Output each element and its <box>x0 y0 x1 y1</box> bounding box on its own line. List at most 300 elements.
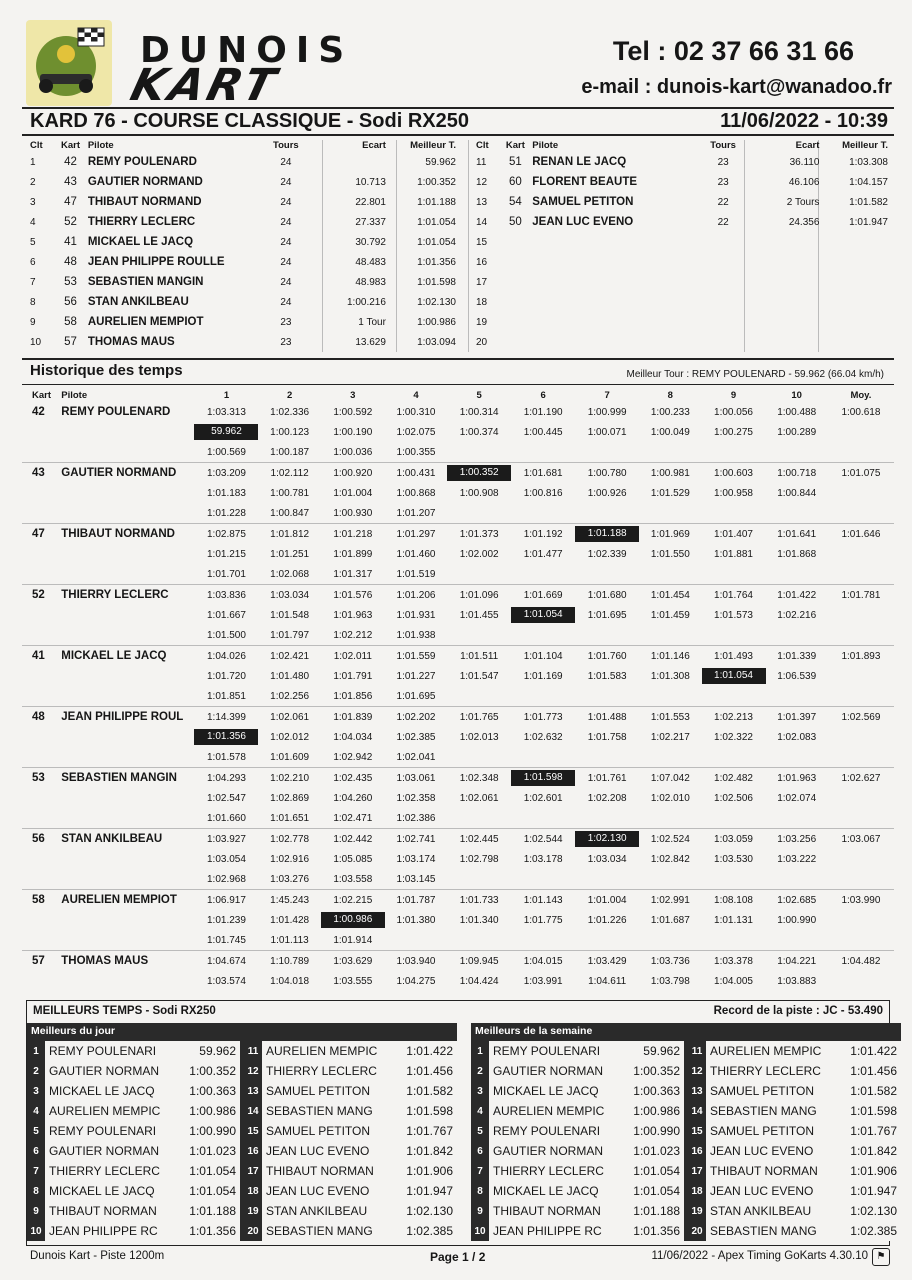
best-times-time: 1:02.130 <box>406 1204 453 1218</box>
best-times-cell <box>489 1121 684 1141</box>
history-lap-time <box>702 442 766 463</box>
results-pilote <box>532 252 695 272</box>
history-average: 1:03.990 <box>841 894 881 906</box>
history-row <box>22 971 894 991</box>
history-lap-time: 1:02.074 <box>777 792 817 804</box>
results-clt: 20 <box>476 336 488 348</box>
best-times-name: SAMUEL PETITON <box>266 1124 371 1138</box>
results-pilote: FLORENT BEAUTE <box>532 176 638 188</box>
history-best-lap-time: 1:01.054 <box>702 668 766 684</box>
history-lap-time: 1:02.011 <box>333 650 372 662</box>
history-row <box>22 483 894 503</box>
history-average <box>828 971 894 991</box>
best-times-time: 1:02.385 <box>406 1224 453 1238</box>
best-times-rank: 16 <box>247 1145 259 1157</box>
history-lap-time <box>575 869 639 890</box>
best-times-time: 1:01.023 <box>633 1144 680 1158</box>
results-kart <box>499 312 533 332</box>
history-lap-time: 1:01.146 <box>650 650 690 662</box>
history-kart: 41 <box>32 650 45 662</box>
results-meilleur: 1:01.598 <box>417 276 456 288</box>
history-average: 1:01.646 <box>841 528 881 540</box>
results-clt: 2 <box>30 176 36 188</box>
history-header-lap: 7 <box>604 389 610 401</box>
history-lap-time <box>447 686 511 707</box>
history-average <box>828 849 894 869</box>
header-divider <box>22 107 894 109</box>
history-lap-time: 1:01.519 <box>396 568 436 580</box>
best-times-name: AURELIEN MEMPIC <box>49 1104 161 1118</box>
history-lap-time: 1:02.202 <box>396 711 436 723</box>
history-kart: 43 <box>32 467 45 479</box>
history-pilote: STAN ANKILBEAU <box>61 833 163 845</box>
results-kart <box>499 272 533 292</box>
history-lap-time: 1:02.385 <box>396 731 436 743</box>
history-lap-time: 1:02.013 <box>459 731 499 743</box>
results-tours <box>695 272 750 292</box>
history-average <box>828 808 894 829</box>
best-times-row <box>471 1221 684 1241</box>
history-lap-time: 1:04.026 <box>207 650 246 662</box>
history-average: 1:02.627 <box>841 772 881 784</box>
history-lap-time <box>447 747 511 768</box>
history-lap-time: 1:01.660 <box>207 812 246 824</box>
best-times-row <box>27 1101 240 1121</box>
history-pilote <box>61 625 194 646</box>
history-lap-time: 1:00.603 <box>714 467 753 479</box>
history-lap-time: 1:01.228 <box>207 507 246 519</box>
history-row <box>22 666 894 686</box>
history-row <box>22 605 894 625</box>
results-ecart <box>315 152 386 172</box>
history-pilote <box>61 910 194 930</box>
best-times-cell <box>489 1101 684 1121</box>
history-pilote <box>61 564 194 585</box>
results-tours: 23 <box>717 176 729 188</box>
best-of-week-header: Meilleurs de la semaine <box>471 1023 901 1041</box>
best-times-time: 1:00.986 <box>633 1104 680 1118</box>
history-lap-time: 1:02.217 <box>650 731 690 743</box>
best-times-rank: 9 <box>33 1205 39 1217</box>
history-kart <box>22 605 61 625</box>
history-lap-time: 1:04.424 <box>459 975 499 987</box>
best-times-name: AURELIEN MEMPIC <box>493 1104 605 1118</box>
history-lap-time: 1:01.317 <box>333 568 373 580</box>
history-average <box>828 666 894 686</box>
best-times-box <box>26 1000 897 1246</box>
results-meilleur: 59.962 <box>425 156 456 168</box>
history-average <box>828 564 894 585</box>
results-ecart: 24.356 <box>788 216 820 228</box>
best-times-row <box>688 1101 901 1121</box>
footer-software: 11/06/2022 - Apex Timing GoKarts 4.30.10 <box>651 1250 868 1262</box>
history-kart <box>22 869 61 890</box>
history-lap-time <box>511 503 575 524</box>
results-divider <box>22 358 894 360</box>
results-tours: 22 <box>717 216 729 228</box>
history-lap-time: 1:00.190 <box>333 426 373 438</box>
history-kart: 56 <box>32 833 45 845</box>
best-times-row <box>688 1161 901 1181</box>
results-row <box>22 272 460 292</box>
best-times-row <box>471 1201 684 1221</box>
history-lap-time <box>511 605 575 625</box>
brand-name-bottom: KART <box>125 60 285 111</box>
history-lap-time: 1:00.355 <box>396 446 436 458</box>
results-tours: 24 <box>280 156 292 168</box>
history-lap-time: 1:02.256 <box>270 690 310 702</box>
best-times-cell <box>262 1061 457 1081</box>
results-ecart: 13.629 <box>355 336 386 348</box>
results-meilleur: 1:01.947 <box>849 216 888 228</box>
history-lap-time: 1:01.215 <box>207 548 246 560</box>
results-pilote <box>532 332 695 352</box>
results-pilote <box>532 272 695 292</box>
results-header-pilote: Pilote <box>87 139 114 151</box>
history-lap-time: 1:00.310 <box>396 406 436 418</box>
results-row <box>468 272 892 292</box>
history-row <box>22 585 894 605</box>
best-times-cell <box>706 1161 901 1181</box>
best-times-name: JEAN LUC EVENO <box>266 1144 370 1158</box>
best-times-row <box>688 1221 901 1241</box>
history-lap-time <box>702 625 766 646</box>
history-lap-time: 1:03.378 <box>714 955 753 967</box>
history-lap-time: 1:01.773 <box>523 711 563 723</box>
best-times-rank: 1 <box>477 1045 483 1057</box>
results-kart: 58 <box>64 316 77 328</box>
history-average <box>828 442 894 463</box>
best-times-time: 1:01.188 <box>189 1204 236 1218</box>
best-times-row <box>471 1141 684 1161</box>
best-times-rank: 2 <box>33 1065 39 1077</box>
best-times-rank: 17 <box>691 1165 703 1177</box>
best-times-name: THIERRY LECLERC <box>49 1164 160 1178</box>
history-average <box>828 788 894 808</box>
best-times-name: SEBASTIEN MANG <box>266 1104 373 1118</box>
history-lap-time: 1:00.049 <box>650 426 690 438</box>
history-row <box>22 544 894 564</box>
history-lap-time: 1:01.460 <box>396 548 436 560</box>
best-times-time: 1:01.054 <box>189 1164 236 1178</box>
history-lap-time: 1:01.761 <box>587 772 627 784</box>
history-lap-time <box>447 442 511 463</box>
history-lap-time <box>702 808 766 829</box>
history-lap-time <box>639 930 701 951</box>
history-pilote: MICKAEL LE JACQ <box>61 650 167 662</box>
best-times-row <box>27 1121 240 1141</box>
history-lap-time: 1:00.071 <box>587 426 627 438</box>
history-row <box>22 768 894 788</box>
results-header-row <box>468 138 892 152</box>
history-pilote <box>61 727 194 747</box>
history-lap-time: 1:01.183 <box>207 487 246 499</box>
history-lap-time <box>511 625 575 646</box>
history-row <box>22 930 894 951</box>
best-times-time: 1:00.363 <box>633 1084 680 1098</box>
results-kart: 50 <box>508 216 522 228</box>
history-row <box>22 625 894 646</box>
history-lap-time: 1:01.227 <box>396 670 436 682</box>
best-times-rank: 15 <box>247 1125 259 1137</box>
history-pilote <box>61 930 194 951</box>
results-ecart <box>751 332 820 352</box>
results-ecart <box>751 232 820 252</box>
history-lap-time: 1:01.791 <box>333 670 373 682</box>
history-lap-time: 1:01.407 <box>714 528 753 540</box>
best-times-cell <box>262 1221 457 1241</box>
history-row <box>22 788 894 808</box>
history-lap-time <box>447 503 511 524</box>
history-lap-time: 1:01.963 <box>777 772 817 784</box>
history-lap-time: 1:02.061 <box>270 711 310 723</box>
history-average <box>828 930 894 951</box>
results-meilleur <box>819 312 892 332</box>
history-header-lap: 6 <box>540 389 546 401</box>
history-lap-time: 1:01.226 <box>587 914 627 926</box>
best-times-row <box>27 1061 240 1081</box>
history-lap-time: 1:01.096 <box>459 589 499 601</box>
history-lap-time <box>766 747 828 768</box>
results-row <box>468 192 892 212</box>
history-lap-time <box>766 503 828 524</box>
history-lap-time <box>321 910 385 930</box>
results-pilote: RENAN LE JACQ <box>532 156 627 168</box>
history-lap-time: 1:09.945 <box>459 955 499 967</box>
history-lap-time: 1:02.916 <box>270 853 310 865</box>
history-lap-time <box>194 727 258 747</box>
history-kart: 57 <box>32 955 45 967</box>
history-lap-time: 1:00.981 <box>650 467 690 479</box>
results-kart <box>499 292 533 312</box>
history-lap-time: 1:01.477 <box>523 548 563 560</box>
results-ecart: 1:00.216 <box>346 296 386 308</box>
results-row <box>468 212 892 232</box>
history-lap-time: 1:01.548 <box>270 609 310 621</box>
history-lap-time <box>447 869 511 890</box>
history-lap-time: 1:03.034 <box>270 589 310 601</box>
results-ecart <box>751 272 820 292</box>
results-row <box>22 212 460 232</box>
history-lap-time: 1:01.881 <box>714 548 753 560</box>
history-lap-time: 1:04.611 <box>588 975 627 987</box>
best-times-row <box>244 1101 457 1121</box>
history-pilote: THIBAUT NORMAND <box>61 528 175 540</box>
history-average <box>828 544 894 564</box>
history-lap-time: 1:02.482 <box>714 772 753 784</box>
history-lap-time: 1:03.530 <box>714 853 753 865</box>
results-table-right <box>468 138 892 352</box>
history-average <box>828 625 894 646</box>
lap-history-table <box>22 388 894 991</box>
best-times-name: JEAN LUC EVENO <box>266 1184 370 1198</box>
history-lap-time: 1:01.641 <box>777 528 817 540</box>
history-lap-time: 1:03.927 <box>207 833 246 845</box>
apex-logo-icon: ⚑ <box>872 1248 890 1266</box>
best-times-row <box>244 1221 457 1241</box>
history-row <box>22 707 894 727</box>
history-row <box>22 808 894 829</box>
history-lap-time <box>766 686 828 707</box>
history-lap-time: 1:04.260 <box>333 792 373 804</box>
history-lap-time: 1:06.539 <box>777 670 817 682</box>
results-meilleur <box>819 332 892 352</box>
history-lap-time: 1:08.108 <box>714 894 753 906</box>
best-times-row <box>471 1041 684 1061</box>
phone-number: Tel : 02 37 66 31 66 <box>612 36 854 66</box>
history-lap-time: 1:01.239 <box>207 914 246 926</box>
best-times-cell <box>45 1101 240 1121</box>
history-lap-time <box>575 686 639 707</box>
history-lap-time: 1:01.681 <box>523 467 563 479</box>
history-lap-time: 1:03.276 <box>270 873 310 885</box>
history-kart <box>22 849 61 869</box>
history-lap-time <box>702 747 766 768</box>
history-lap-time <box>575 524 639 544</box>
history-lap-time <box>639 625 701 646</box>
history-lap-time: 1:03.145 <box>396 873 436 885</box>
best-times-cell <box>706 1141 901 1161</box>
results-meilleur: 1:03.308 <box>849 156 888 168</box>
history-kart <box>22 686 61 707</box>
best-times-row <box>688 1061 901 1081</box>
best-times-cell <box>262 1201 457 1221</box>
history-lap-time <box>385 930 447 951</box>
history-lap-time <box>447 930 511 951</box>
history-lap-time: 1:01.680 <box>587 589 627 601</box>
results-row <box>22 332 460 352</box>
history-lap-time: 1:01.687 <box>650 914 690 926</box>
best-times-cell <box>489 1221 684 1241</box>
results-pilote: STAN ANKILBEAU <box>87 296 189 308</box>
best-times-rank: 11 <box>247 1045 259 1057</box>
history-lap-time: 1:03.429 <box>587 955 627 967</box>
history-lap-time: 1:03.574 <box>207 975 246 987</box>
best-times-column <box>244 1041 457 1241</box>
best-times-rank: 1 <box>33 1045 39 1057</box>
best-times-cell <box>262 1101 457 1121</box>
results-clt: 14 <box>476 216 488 228</box>
best-times-time: 1:02.130 <box>850 1204 897 1218</box>
best-times-name: JEAN PHILIPPE RC <box>493 1224 602 1238</box>
history-lap-time: 1:01.192 <box>523 528 563 540</box>
history-pilote: REMY POULENARD <box>61 406 171 418</box>
best-times-column <box>471 1041 684 1241</box>
history-lap-time: 1:00.999 <box>587 406 627 418</box>
results-header-tours: Tours <box>273 139 299 151</box>
best-times-rank: 4 <box>33 1105 39 1117</box>
history-lap-time: 1:01.797 <box>270 629 310 641</box>
history-lap-time: 1:00.056 <box>714 406 753 418</box>
results-kart <box>499 332 533 352</box>
results-meilleur: 1:01.054 <box>417 216 456 228</box>
best-times-row <box>244 1201 457 1221</box>
best-times-rank: 2 <box>477 1065 483 1077</box>
history-lap-time: 1:03.174 <box>396 853 436 865</box>
best-times-time: 1:00.352 <box>633 1064 680 1078</box>
history-row <box>22 422 894 442</box>
history-lap-time: 1:02.212 <box>333 629 373 641</box>
results-kart: 57 <box>64 336 77 348</box>
results-clt: 16 <box>476 256 488 268</box>
results-clt: 7 <box>30 276 36 288</box>
history-kart: 42 <box>32 406 45 418</box>
history-lap-time: 1:01.576 <box>333 589 373 601</box>
history-pilote: JEAN PHILIPPE ROUL <box>61 711 184 723</box>
history-kart <box>22 564 61 585</box>
history-lap-time <box>702 869 766 890</box>
history-row <box>22 747 894 768</box>
best-times-name: STAN ANKILBEAU <box>266 1204 368 1218</box>
best-times-name: THIBAUT NORMAN <box>493 1204 601 1218</box>
history-header-lap: 1 <box>223 389 230 401</box>
history-lap-time: 1:00.289 <box>777 426 817 438</box>
results-clt: 1 <box>30 156 36 168</box>
history-kart <box>22 910 61 930</box>
history-header-lap: 10 <box>791 389 802 401</box>
history-lap-time: 1:03.629 <box>333 955 373 967</box>
history-average <box>828 686 894 707</box>
best-times-rank: 7 <box>477 1165 483 1177</box>
history-lap-time: 1:00.847 <box>270 507 310 519</box>
best-times-row <box>471 1101 684 1121</box>
history-lap-time <box>639 442 701 463</box>
best-times-rank: 17 <box>247 1165 259 1177</box>
history-lap-time: 1:04.015 <box>523 955 563 967</box>
history-lap-time: 1:01.573 <box>714 609 753 621</box>
history-lap-time: 1:01.760 <box>587 650 627 662</box>
best-times-rank: 5 <box>33 1125 39 1137</box>
history-lap-time: 1:02.685 <box>777 894 817 906</box>
results-ecart: 2 Tours <box>786 196 820 208</box>
history-lap-time: 1:02.506 <box>714 792 753 804</box>
results-meilleur: 1:01.054 <box>417 236 456 248</box>
history-best-lap-time: 1:01.598 <box>511 770 575 786</box>
results-clt: 18 <box>476 296 488 308</box>
brand-name-top: DUNOIS <box>140 30 354 71</box>
history-lap-time: 1:03.178 <box>523 853 563 865</box>
best-times-time: 1:01.054 <box>633 1164 680 1178</box>
history-average <box>828 747 894 768</box>
history-header-lap: 8 <box>667 389 673 401</box>
best-times-name: SAMUEL PETITON <box>266 1084 371 1098</box>
history-lap-time: 1:04.674 <box>207 955 246 967</box>
history-lap-time: 1:45.243 <box>270 894 310 906</box>
history-lap-time: 1:01.695 <box>396 690 436 702</box>
history-lap-time: 1:01.669 <box>523 589 563 601</box>
history-lap-time: 1:03.883 <box>777 975 817 987</box>
results-meilleur <box>819 232 892 252</box>
best-times-row <box>471 1081 684 1101</box>
results-ecart <box>751 252 820 272</box>
results-row <box>22 252 460 272</box>
results-kart: 56 <box>64 296 77 308</box>
history-kart: 48 <box>32 711 45 723</box>
history-best-lap-time: 59.962 <box>194 424 258 440</box>
history-lap-time: 1:00.930 <box>333 507 373 519</box>
best-times-name: THIBAUT NORMAN <box>266 1164 374 1178</box>
history-lap-time: 1:01.609 <box>270 751 310 763</box>
history-lap-time <box>702 503 766 524</box>
results-ecart: 1 Tour <box>358 316 386 328</box>
history-kart <box>22 971 61 991</box>
title-divider <box>22 134 894 136</box>
best-times-time: 1:01.947 <box>406 1184 453 1198</box>
results-row <box>468 252 892 272</box>
history-row <box>22 727 894 747</box>
timing-sheet <box>22 14 897 1268</box>
history-kart <box>22 666 61 686</box>
